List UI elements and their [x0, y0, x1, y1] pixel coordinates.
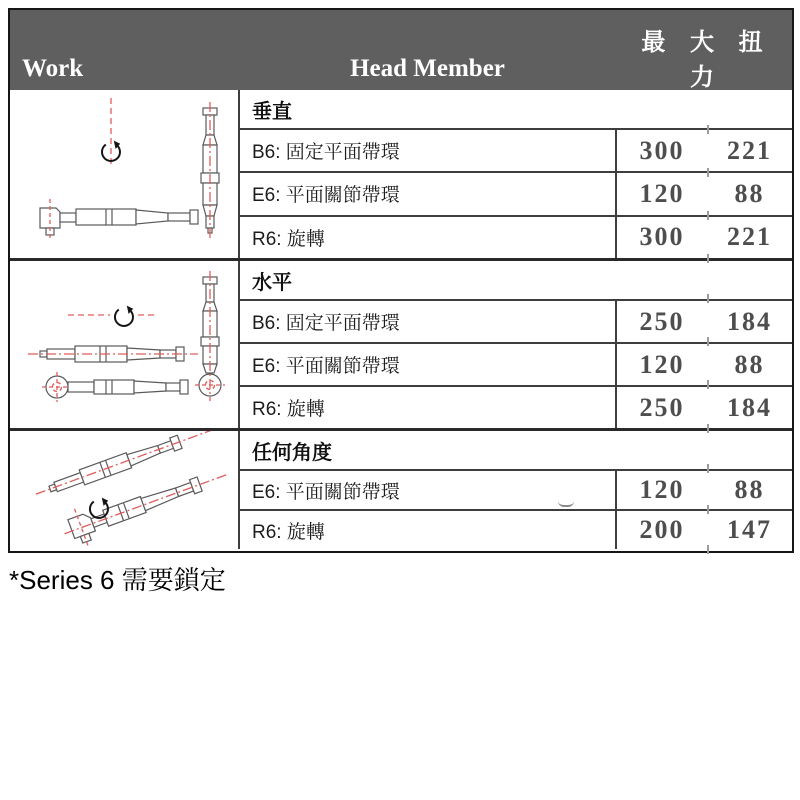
table-row [240, 471, 792, 509]
ftlbs-value: 88 [734, 475, 765, 504]
section-any-angle [10, 428, 792, 549]
nm-value: 120 [639, 178, 685, 208]
ftlbs-value: 184 [727, 306, 772, 336]
table-row [240, 215, 792, 258]
ftlbs-value: 221 [727, 222, 772, 252]
table-row [240, 130, 792, 171]
torque-values [615, 471, 792, 509]
column-divider-tick [707, 545, 709, 554]
angled-wrench-illustration [10, 431, 240, 549]
torque-values [615, 301, 792, 342]
section-rows-vertical [240, 90, 792, 258]
ftlbs-value: 88 [734, 178, 765, 208]
vertical-work-drawing [10, 90, 240, 258]
head-member-label: E6: 平面關節帶環 [252, 481, 400, 503]
any-angle-work-drawing [10, 431, 240, 549]
nm-value: 120 [639, 475, 685, 504]
vertical-wrench-illustration [10, 90, 240, 256]
column-divider-tick [707, 254, 709, 263]
column-divider-tick [707, 168, 709, 177]
nm-value: 120 [639, 349, 685, 379]
horizontal-work-drawing [10, 261, 240, 428]
table-row [240, 171, 792, 214]
section-heading: 垂直 [240, 90, 792, 130]
section-rows-any-angle [240, 431, 792, 549]
column-divider-tick [707, 505, 709, 514]
vertical-wrench-round-head [195, 271, 225, 401]
rotation-arrow-icon [90, 498, 108, 518]
torque-spec-table [8, 8, 794, 553]
nm-value: 300 [639, 135, 685, 165]
torque-values [615, 344, 792, 385]
table-row [240, 509, 792, 549]
ftlbs-value: 184 [727, 392, 772, 422]
head-member-label: E6: 平面關節帶環 [252, 185, 400, 207]
straight-wrench-side-view [28, 346, 198, 362]
table-row [240, 342, 792, 385]
column-divider-tick [707, 424, 709, 433]
nm-value: 300 [639, 222, 685, 252]
angle-head-wrench-side-view [40, 199, 198, 241]
torque-values [615, 130, 792, 171]
nm-value: 250 [639, 306, 685, 336]
header-col-work [10, 10, 240, 90]
head-member-label: B6: 固定平面帶環 [252, 142, 400, 164]
column-divider-tick [707, 464, 709, 473]
section-horizontal [10, 258, 792, 428]
section-heading: 水平 [240, 261, 792, 301]
vertical-wrench-upright [201, 102, 219, 240]
section-heading: 任何角度 [240, 431, 792, 471]
table-row [240, 301, 792, 342]
ftlbs-value: 147 [727, 515, 772, 544]
rows-container [240, 301, 792, 428]
column-divider-tick [707, 211, 709, 220]
head-member-label: R6: 旋轉 [252, 399, 325, 420]
max-torque-header-label: 最 大 扭 力 [641, 29, 772, 91]
torque-values [615, 387, 792, 428]
table-row [240, 385, 792, 428]
work-header-label: Work [22, 55, 84, 82]
section-vertical [10, 90, 792, 258]
torque-values [615, 217, 792, 258]
header-col-max-torque [615, 10, 792, 119]
torque-values [615, 173, 792, 214]
rows-container [240, 130, 792, 258]
rows-container [240, 471, 792, 549]
head-member-label: E6: 平面關節帶環 [252, 356, 400, 377]
column-divider-tick [707, 380, 709, 389]
nm-value: 250 [639, 392, 685, 422]
head-member-label: R6: 旋轉 [252, 228, 325, 250]
nm-value: 200 [639, 515, 685, 544]
column-divider-tick [707, 294, 709, 303]
section-rows-horizontal [240, 261, 792, 428]
ftlbs-value: 221 [727, 135, 772, 165]
rotation-arrow-icon [115, 306, 133, 326]
ftlbs-value: 88 [734, 349, 765, 379]
header-col-head-member [240, 10, 615, 90]
head-member-label: R6: 旋轉 [252, 521, 325, 543]
head-member-label: B6: 固定平面帶環 [252, 313, 400, 334]
column-divider-tick [707, 125, 709, 134]
nm-unit-label: Nm [640, 92, 680, 119]
horizontal-wrench-illustration [10, 261, 240, 428]
torque-values [615, 511, 792, 549]
column-divider-tick [707, 337, 709, 346]
round-head-wrench-side-view [42, 372, 188, 402]
head-member-header-label: Head Member [350, 55, 505, 82]
footnote: *Series 6 需要鎖定 [9, 565, 226, 595]
ftlbs-unit-label: ft-lbs [720, 92, 777, 119]
